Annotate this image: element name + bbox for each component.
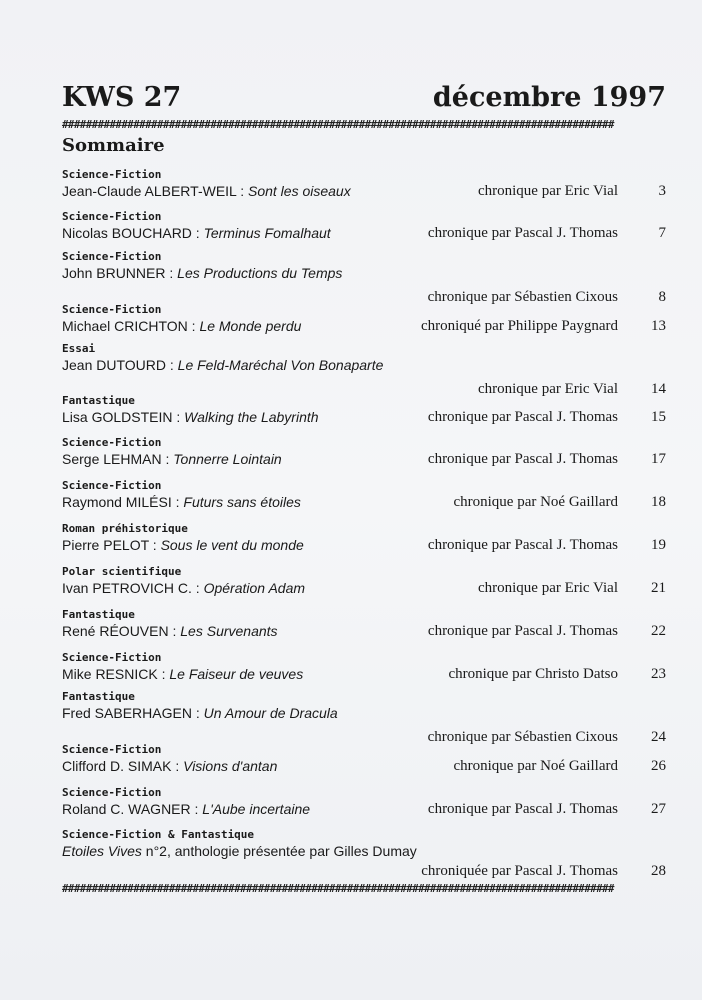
entry-reviewer: chronique par Sébastien Cixous (427, 729, 618, 745)
toc-entry (62, 479, 666, 512)
entry-title: Walking the Labyrinth (184, 409, 319, 425)
toc-entry (62, 608, 666, 641)
toc-entry (62, 651, 666, 684)
entry-author: John BRUNNER : (62, 265, 178, 281)
entry-page-number: 21 (651, 580, 666, 596)
entry-reviewer: chronique par Pascal J. Thomas (427, 801, 618, 817)
entry-reviewer: chronique par Pascal J. Thomas (427, 451, 618, 467)
toc-entry (62, 210, 666, 243)
entry-reviewer: chronique par Noé Gaillard (453, 758, 618, 774)
entry-title: L'Aube incertaine (202, 801, 311, 817)
toc-entry (62, 743, 666, 776)
entry-category: Science-Fiction (62, 303, 162, 316)
entry-author: Clifford D. SIMAK : (62, 758, 184, 774)
entry-reviewer: chronique par Pascal J. Thomas (427, 225, 618, 241)
entry-page-number: 28 (651, 863, 666, 879)
entry-title: Visions d'antan (183, 758, 278, 774)
entry-title: Le Monde perdu (199, 318, 302, 334)
entry-page-number: 13 (651, 318, 666, 334)
bottom-separator: ############################################################################################# (62, 882, 614, 895)
entry-category: Polar scientifique (62, 565, 182, 578)
entry-title: Sous le vent du monde (160, 537, 304, 553)
entry-title: Un Amour de Dracula (203, 705, 338, 721)
toc-entry (62, 565, 666, 598)
toc-entry (62, 168, 666, 201)
toc-entry (62, 436, 666, 469)
entry-title: Opération Adam (203, 580, 306, 596)
entry-page-number: 8 (658, 289, 666, 305)
entry-author: Pierre PELOT : (62, 537, 161, 553)
top-separator: ############################################################################################# (62, 118, 614, 131)
entry-author: Raymond MILÉSI : (62, 494, 184, 510)
toc-entry (62, 394, 666, 427)
entry-author: Nicolas BOUCHARD : (62, 225, 204, 241)
header (62, 82, 666, 118)
entry-category: Roman préhistorique (62, 522, 188, 535)
entry-page-number: 26 (651, 758, 666, 774)
entry-page-number: 15 (651, 409, 666, 425)
entry-author: Fred SABERHAGEN : (62, 705, 204, 721)
toc-entry (62, 303, 666, 336)
entry-title: Le Feld-Maréchal Von Bonaparte (177, 357, 384, 373)
entry-title: Sont les oiseaux (247, 183, 351, 199)
entry-author: Jean-Claude ALBERT-WEIL : (62, 183, 248, 199)
entry-author: n°2, anthologie présentée par Gilles Dumay (141, 843, 417, 859)
entry-title: Le Faiseur de veuves (169, 666, 304, 682)
entry-reviewer: chronique par Pascal J. Thomas (427, 409, 618, 425)
entry-reviewer: chronique par Pascal J. Thomas (427, 623, 618, 639)
entry-reviewer: chronique par Eric Vial (477, 381, 618, 397)
entry-category: Fantastique (62, 394, 135, 407)
entry-category: Fantastique (62, 690, 135, 703)
entry-reviewer: chronique par Christo Datso (448, 666, 618, 682)
entry-category: Science-Fiction (62, 651, 162, 664)
toc-entry (62, 522, 666, 555)
entry-author: René RÉOUVEN : (62, 623, 181, 639)
entry-page-number: 17 (651, 451, 666, 467)
toc-entry (62, 828, 666, 881)
entry-author: Roland C. WAGNER : (62, 801, 203, 817)
entry-reviewer: chroniquée par Pascal J. Thomas (421, 863, 618, 879)
entry-category: Science-Fiction (62, 743, 162, 756)
entry-category: Essai (62, 342, 96, 355)
entry-category: Science-Fiction (62, 436, 162, 449)
entry-page-number: 19 (651, 537, 666, 553)
entry-author: Jean DUTOURD : (62, 357, 178, 373)
entry-author: Mike RESNICK : (62, 666, 170, 682)
entry-page-number: 27 (651, 801, 666, 817)
entry-title: Les Survenants (180, 623, 278, 639)
entry-page-number: 18 (651, 494, 666, 510)
entry-author: Lisa GOLDSTEIN : (62, 409, 185, 425)
entry-category: Science-Fiction (62, 786, 162, 799)
entry-page-number: 23 (651, 666, 666, 682)
entry-page-number: 7 (658, 225, 666, 241)
entry-category: Fantastique (62, 608, 135, 621)
issue-date: décembre 1997 (432, 82, 666, 113)
entry-title: Les Productions du Temps (177, 265, 343, 281)
entry-category: Science-Fiction (62, 479, 162, 492)
issue-number: KWS 27 (62, 82, 182, 113)
entry-reviewer: chronique par Eric Vial (477, 183, 618, 199)
section-title: Sommaire (62, 135, 165, 156)
entry-page-number: 3 (658, 183, 666, 199)
entry-title: Etoiles Vives (62, 843, 142, 859)
entry-title: Futurs sans étoiles (183, 494, 301, 510)
entry-category: Science-Fiction (62, 250, 162, 263)
entry-reviewer: chroniqué par Philippe Paygnard (420, 318, 618, 334)
entry-page-number: 24 (651, 729, 666, 745)
entry-author: Ivan PETROVICH C. : (62, 580, 204, 596)
toc-entry (62, 786, 666, 819)
entry-reviewer: chronique par Pascal J. Thomas (427, 537, 618, 553)
entry-reviewer: chronique par Noé Gaillard (453, 494, 618, 510)
entry-page-number: 22 (651, 623, 666, 639)
entry-title: Terminus Fomalhaut (203, 225, 331, 241)
toc-entry (62, 250, 666, 307)
entry-title: Tonnerre Lointain (173, 451, 282, 467)
entry-category: Science-Fiction (62, 210, 162, 223)
entry-page-number: 14 (651, 381, 666, 397)
entry-author: Serge LEHMAN : (62, 451, 174, 467)
entry-reviewer: chronique par Eric Vial (477, 580, 618, 596)
toc-entry (62, 690, 666, 747)
entry-author: Michael CRICHTON : (62, 318, 200, 334)
entry-category: Science-Fiction & Fantastique (62, 828, 255, 841)
entry-category: Science-Fiction (62, 168, 162, 181)
toc-entry (62, 342, 666, 399)
entry-reviewer: chronique par Sébastien Cixous (427, 289, 618, 305)
